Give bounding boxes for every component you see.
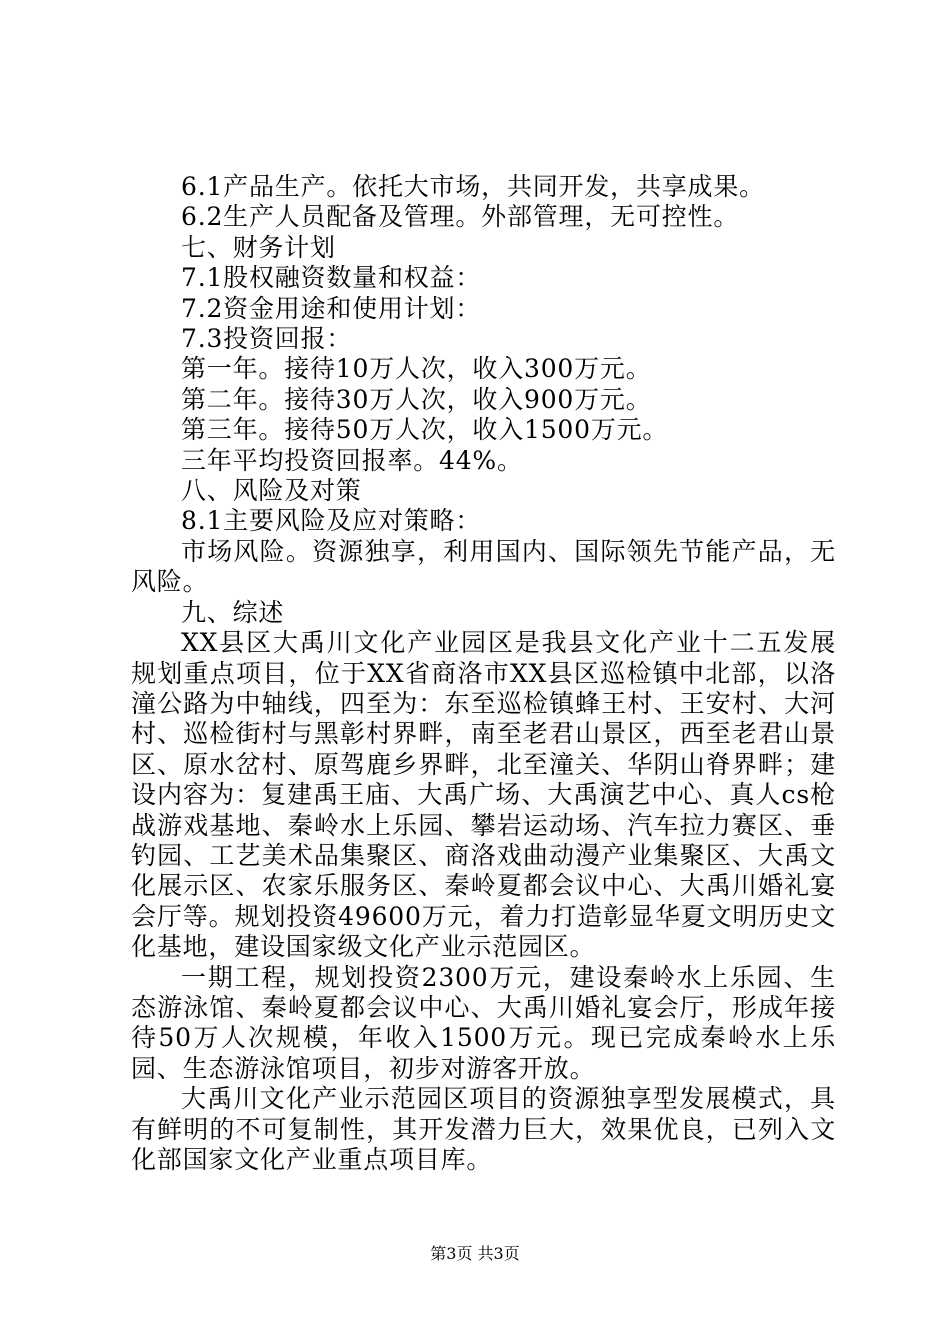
section-heading-8: 八、风险及对策 bbox=[181, 476, 362, 506]
paragraph-7-1: 7.1股权融资数量和权益： bbox=[181, 263, 482, 293]
paragraph-7-2: 7.2资金用途和使用计划： bbox=[181, 293, 482, 323]
paragraph-year-3: 第三年。接待50万人次，收入1500万元。 bbox=[181, 415, 669, 445]
paragraph-6-2: 6.2生产人员配备及管理。外部管理，无可控性。 bbox=[181, 202, 740, 232]
paragraph-phase-one: 一期工程，规划投资2300万元，建设秦岭水上乐园、生态游泳馆、秦岭夏都会议中心、大禹川婚礼宴会厅，形成年接待50万人次规模，年收入1500万元。现已完成秦岭水上乐园、生态游泳馆项目，初步对游客开放。 bbox=[131, 962, 836, 1083]
paragraph-development-model: 大禹川文化产业示范园区项目的资源独享型发展模式，具有鲜明的不可复制性，其开发潜力巨大，效果优良，已列入文化部国家文化产业重点项目库。 bbox=[131, 1084, 836, 1174]
paragraph-6-1: 6.1产品生产。依托大市场，共同开发，共享成果。 bbox=[181, 172, 765, 201]
section-heading-9: 九、综述 bbox=[181, 597, 285, 627]
paragraph-year-1: 第一年。接待10万人次，收入300万元。 bbox=[181, 354, 652, 384]
paragraph-7-3: 7.3投资回报： bbox=[181, 324, 353, 354]
document-body bbox=[131, 172, 836, 1175]
paragraph-market-risk: 市场风险。资源独享，利用国内、国际领先节能产品，无风险。 bbox=[131, 536, 836, 597]
section-heading-7: 七、财务计划 bbox=[181, 232, 336, 262]
paragraph-8-1: 8.1主要风险及应对策略： bbox=[181, 506, 482, 536]
page-footer: 第3页 共3页 bbox=[430, 1244, 520, 1263]
paragraph-summary: XX县区大禹川文化产业园区是我县文化产业十二五发展规划重点项目，位于XX省商洛市XX县区巡检镇中北部，以洛潼公路为中轴线，四至为：东至巡检镇蜂王村、王安村、大河村、巡检街村与黑彰村界畔，南至老君山景区，西至老君山景区、原水岔村、原驾鹿乡界畔，北至潼关、华阴山脊界畔；建设内容为：复建禹王庙、大禹广场、大禹演艺中心、真人cs枪战游戏基地、秦岭水上乐园、攀岩运动场、汽车拉力赛区、垂钓园、工艺美术品集聚区、商洛戏曲动漫产业集聚区、大禹文化展示区、农家乐服务区、秦岭夏都会议中心、大禹川婚礼宴会厅等。规划投资49600万元，着力打造彰显华夏文明历史文化基地，建设国家级文化产业示范园区。 bbox=[131, 628, 836, 962]
paragraph-year-2: 第二年。接待30万人次，收入900万元。 bbox=[181, 384, 652, 414]
paragraph-return-rate: 三年平均投资回报率。44%。 bbox=[181, 445, 523, 475]
